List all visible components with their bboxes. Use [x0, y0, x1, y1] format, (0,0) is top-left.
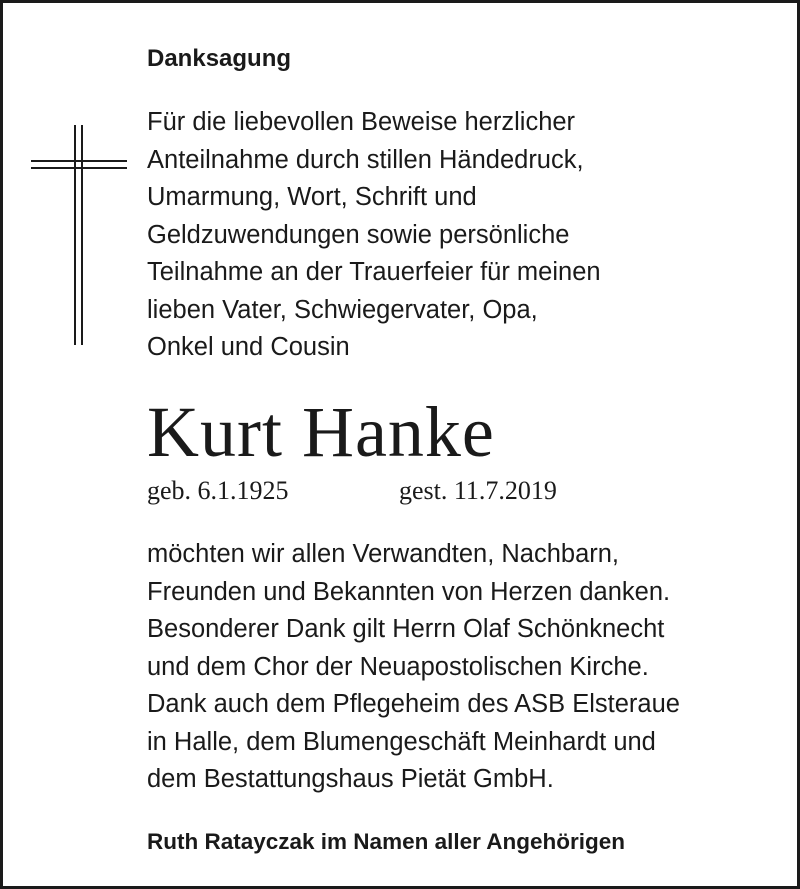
birth-date: geb. 6.1.1925: [147, 476, 289, 505]
thanks-line: möchten wir allen Verwandten, Nachbarn,: [147, 540, 620, 568]
thanks-paragraph: [147, 536, 680, 799]
thanks-line: dem Bestattungshaus Pietät GmbH.: [147, 765, 554, 793]
notice-heading: Danksagung: [147, 45, 292, 72]
death-date: gest. 11.7.2019: [399, 476, 557, 505]
thanks-line: Dank auch dem Pflegeheim des ASB Elsteraue: [147, 690, 680, 718]
intro-line: Teilnahme an der Trauerfeier für meinen: [147, 258, 601, 286]
intro-line: Anteilnahme durch stillen Händedruck,: [147, 145, 584, 174]
intro-paragraph: [147, 104, 601, 367]
intro-line: lieben Vater, Schwiegervater, Opa,: [147, 295, 538, 324]
deceased-name: Kurt Hanke: [147, 392, 495, 472]
thanks-line: Freunden und Bekannten von Herzen danken.: [147, 577, 671, 606]
intro-line: Für die liebevollen Beweise herzlicher: [147, 108, 576, 136]
intro-line: Geldzuwendungen sowie persönliche: [147, 220, 570, 249]
intro-line: Umarmung, Wort, Schrift und: [147, 183, 477, 211]
intro-line: Onkel und Cousin: [147, 333, 350, 361]
thanks-line: in Halle, dem Blumengeschäft Meinhardt und: [147, 727, 656, 756]
thanks-line: Besonderer Dank gilt Herrn Olaf Schönknecht: [147, 615, 665, 643]
signature: Ruth Ratayczak im Namen aller Angehörigen: [147, 829, 626, 854]
thanks-line: und dem Chor der Neuapostolischen Kirche.: [147, 652, 649, 681]
cross-icon: [31, 125, 127, 345]
life-dates: [147, 472, 557, 510]
